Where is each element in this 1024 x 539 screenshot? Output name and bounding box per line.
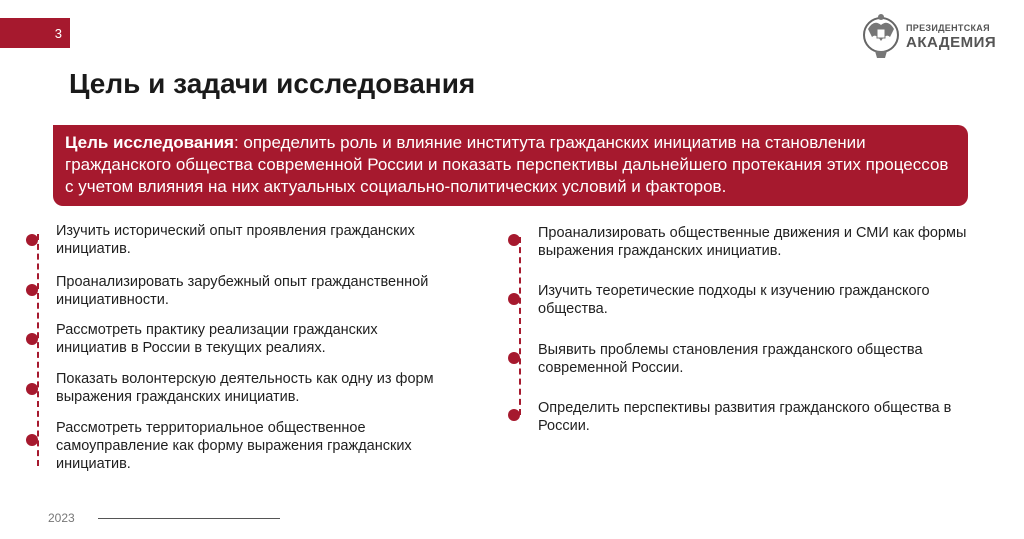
timeline-line: [519, 237, 523, 415]
page-title: Цель и задачи исследования: [69, 68, 476, 99]
logo-line-2: АКАДЕМИЯ: [906, 34, 997, 51]
research-goal-box: [53, 125, 968, 206]
timeline-dot: [508, 409, 520, 421]
timeline-dot: [508, 352, 520, 364]
academy-logo: [860, 10, 1000, 64]
timeline-line: [37, 234, 41, 466]
timeline-dot: [26, 284, 38, 296]
task-item: Рассмотреть территориальное общественное самоуправление как форму выражения гражданских инициатив.: [56, 420, 412, 472]
footer-year: 2023: [48, 511, 75, 525]
task-item: Рассмотреть практику реализации гражданских инициатив в России в текущих реалиях.: [56, 322, 378, 356]
footer-divider: [98, 518, 280, 519]
timeline-dot: [508, 234, 520, 246]
task-item: Изучить теоретические подходы к изучению гражданского общества.: [538, 283, 930, 317]
eagle-emblem-icon: [860, 11, 902, 63]
timeline-dot: [508, 293, 520, 305]
task-item: Проанализировать зарубежный опыт гражданственной инициативности.: [56, 274, 429, 308]
task-item: Выявить проблемы становления гражданского общества современной России.: [538, 342, 923, 376]
task-item: Проанализировать общественные движения и СМИ как формы выражения гражданских инициатив.: [538, 225, 967, 259]
logo-line-1: ПРЕЗИДЕНТСКАЯ: [906, 23, 990, 33]
timeline-dot: [26, 383, 38, 395]
goal-label: Цель исследования: [65, 133, 234, 152]
slide-number: 3: [54, 25, 62, 41]
slide-number-badge: [0, 18, 70, 48]
timeline-dot: [26, 333, 38, 345]
task-item: Определить перспективы развития гражданского общества в России.: [538, 400, 952, 434]
timeline-dot: [26, 434, 38, 446]
timeline-dot: [26, 234, 38, 246]
task-item: Показать волонтерскую деятельность как одну из форм выражения гражданских инициатив.: [56, 371, 434, 405]
task-item: Изучить исторический опыт проявления гражданских инициатив.: [56, 223, 415, 257]
goal-text: : определить роль и влияние института гражданских инициатив на становлении гражданского общества современной России и показать перспективы дальнейшего протекания этих процессов с учетом влияния на них актуальных социально-политических условий и факторов.: [65, 133, 949, 196]
